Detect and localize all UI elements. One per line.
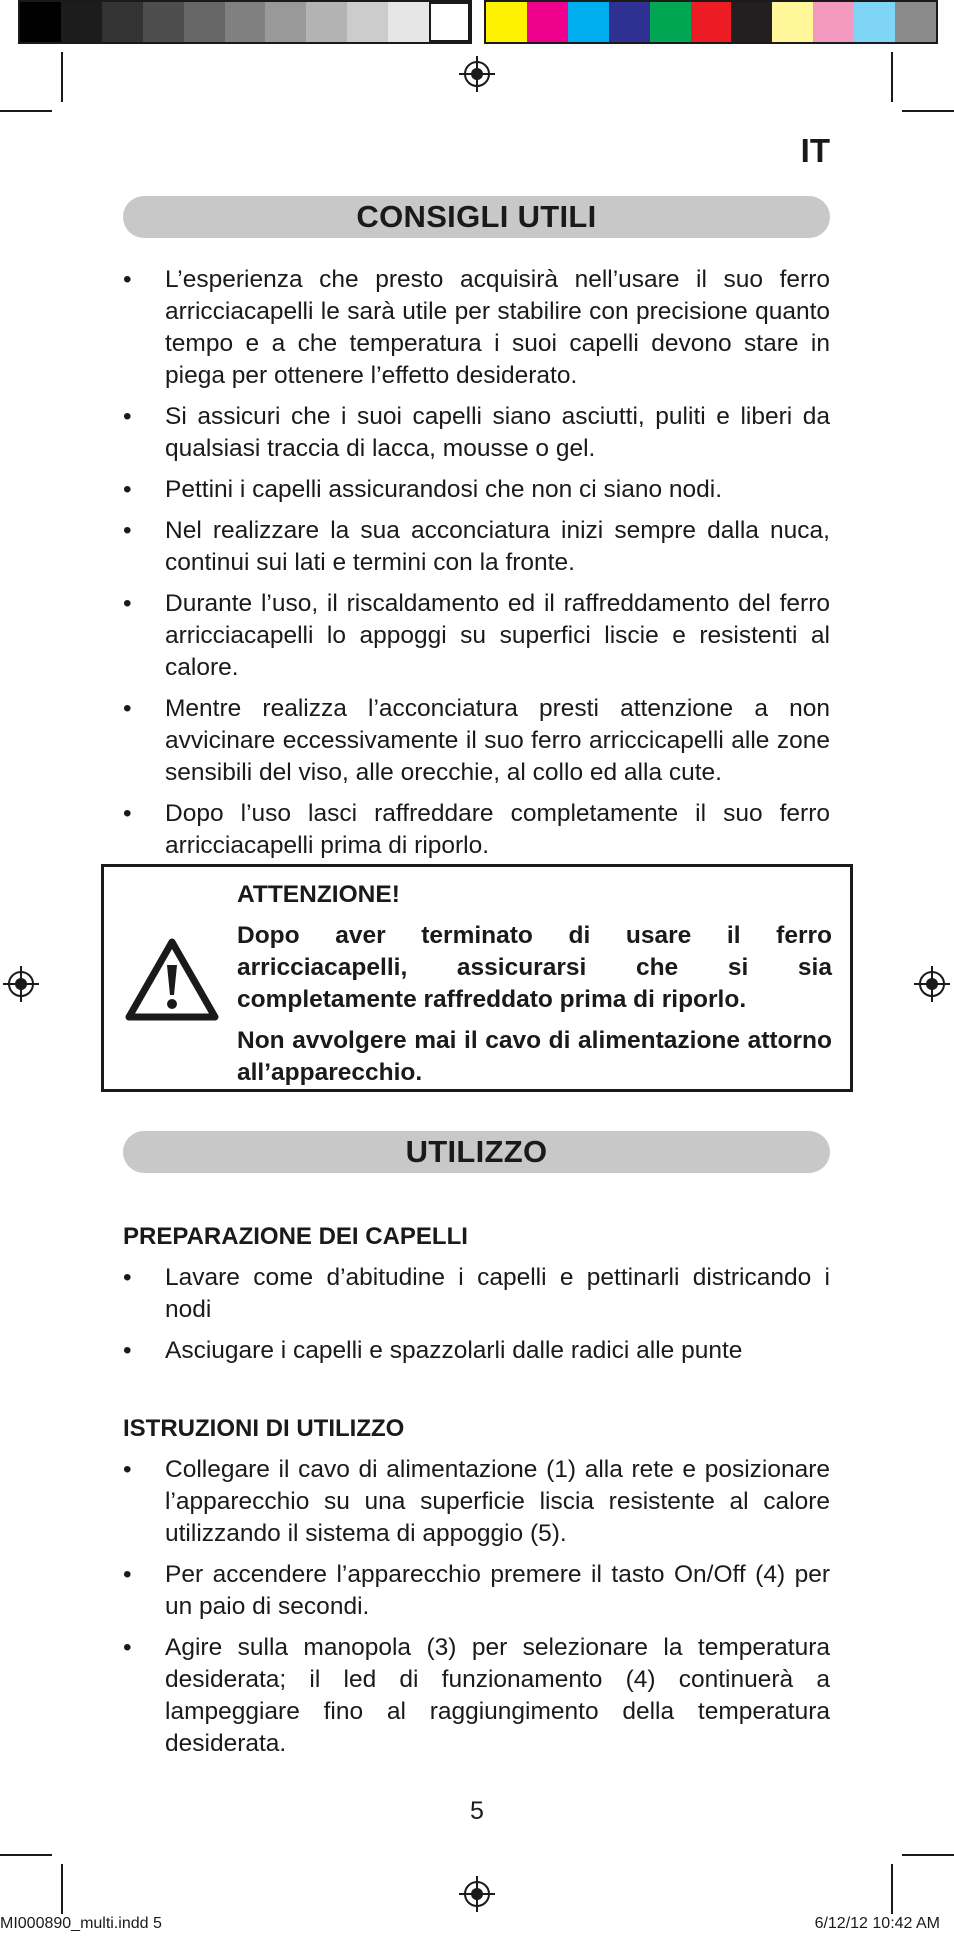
list-item: • Asciugare i capelli e spazzolarli dalle radici alle punte [123, 1335, 830, 1367]
crop-mark [891, 52, 893, 102]
warning-title: ATTENZIONE! [237, 881, 400, 908]
color-swatch [568, 2, 609, 42]
tips-list [123, 264, 830, 871]
color-swatch [813, 2, 854, 42]
list-item: • Pettini i capelli assicurandosi che non ci siano nodi. [123, 474, 830, 506]
crop-mark [61, 1864, 63, 1914]
color-swatch [102, 2, 143, 42]
bullet: • [123, 1337, 132, 1364]
color-swatch [895, 2, 936, 42]
crop-mark [61, 52, 63, 102]
section-heading-usage: UTILIZZO [123, 1131, 830, 1173]
color-swatch [527, 2, 568, 42]
bullet: • [123, 695, 132, 722]
list-item: • L’esperienza che presto acquisirà nell’usare il suo ferro arricciacapelli le sarà utile per stabilire con precisione quanto tempo e a che temperatura i suoi capelli devono stare in piega per ottenere l’effetto desiderato. [123, 266, 830, 389]
list-item: • Durante l’uso, il riscaldamento ed il raffreddamento del ferro arricciacapelli lo appoggi su superfici liscie e resistenti al calore. [123, 590, 830, 681]
crop-mark [0, 110, 52, 112]
subsection-title-instructions: ISTRUZIONI DI UTILIZZO [123, 1415, 405, 1442]
instructions-list [123, 1454, 830, 1769]
bullet: • [123, 800, 132, 827]
list-item: • Nel realizzare la sua acconciatura inizi sempre dalla nuca, continui sui lati e termini con la fronte. [123, 517, 830, 576]
color-swatch [306, 2, 347, 42]
color-swatch [486, 2, 527, 42]
color-swatch [265, 2, 306, 42]
list-item: • Dopo l’uso lasci raffreddare completamente il suo ferro arricciacapelli prima di riporlo. [123, 800, 830, 859]
bullet: • [123, 1634, 132, 1661]
color-swatch [772, 2, 813, 42]
slug-file-name: MI000890_multi.indd 5 [0, 1915, 162, 1932]
bullet: • [123, 266, 132, 293]
process-color-bar [484, 0, 938, 44]
list-item: • Collegare il cavo di alimentazione (1) alla rete e posizionare l’apparecchio su una superficie liscia resistente al calore utilizzando il sistema di appoggio (5). [123, 1456, 830, 1547]
list-item: • Lavare come d’abitudine i capelli e pettinarli districando i nodi [123, 1264, 830, 1323]
grayscale-color-bar [18, 0, 472, 44]
color-swatch [691, 2, 732, 42]
bullet: • [123, 1456, 132, 1483]
color-swatch [225, 2, 266, 42]
color-swatch [650, 2, 691, 42]
warning-triangle-icon [124, 937, 220, 1023]
registration-mark-icon [459, 1876, 495, 1912]
color-swatch [184, 2, 225, 42]
bullet: • [123, 1264, 132, 1291]
crop-mark [902, 110, 954, 112]
crop-mark [0, 1854, 52, 1856]
crop-mark [902, 1854, 954, 1856]
color-swatch [609, 2, 650, 42]
section-heading-tips: CONSIGLI UTILI [123, 196, 830, 238]
page-number: 5 [470, 1797, 484, 1825]
color-swatch [61, 2, 102, 42]
warning-box [101, 864, 853, 1092]
subsection-title-preparation: PREPARAZIONE DEI CAPELLI [123, 1223, 468, 1250]
color-swatch [429, 2, 470, 42]
preparation-list [123, 1262, 830, 1376]
bullet: • [123, 476, 132, 503]
bullet: • [123, 590, 132, 617]
list-item: • Agire sulla manopola (3) per selezionare la temperatura desiderata; il led di funzionamento (4) continuerà a lampeggiare fino al raggiungimento della temperatura desiderata. [123, 1634, 830, 1757]
language-code: IT [800, 132, 830, 169]
bullet: • [123, 1561, 132, 1588]
list-item: • Si assicuri che i suoi capelli siano asciutti, puliti e liberi da qualsiasi traccia di lacca, mousse o gel. [123, 403, 830, 462]
warning-paragraph: Non avvolgere mai il cavo di alimentazione attorno all’apparecchio. [237, 1027, 832, 1086]
registration-mark-icon [914, 966, 950, 1002]
color-swatch [854, 2, 895, 42]
list-item: • Mentre realizza l’acconciatura presti attenzione a non avvicinare eccessivamente il suo ferro arriccicapelli alle zone sensibili del viso, alle orecchie, al collo ed alla cute. [123, 695, 830, 786]
bullet: • [123, 517, 132, 544]
color-swatch [388, 2, 429, 42]
warning-paragraph: Dopo aver terminato di usare il ferro arricciacapelli, assicurarsi che si sia completamente raffreddato prima di riporlo. [237, 922, 832, 1013]
color-swatch [20, 2, 61, 42]
color-swatch [731, 2, 772, 42]
registration-mark-icon [3, 966, 39, 1002]
registration-mark-icon [459, 56, 495, 92]
crop-mark [891, 1864, 893, 1914]
bullet: • [123, 403, 132, 430]
color-swatch [347, 2, 388, 42]
list-item: • Per accendere l’apparecchio premere il tasto On/Off (4) per un paio di secondi. [123, 1561, 830, 1620]
slug-datetime: 6/12/12 10:42 AM [814, 1915, 940, 1932]
color-swatch [143, 2, 184, 42]
